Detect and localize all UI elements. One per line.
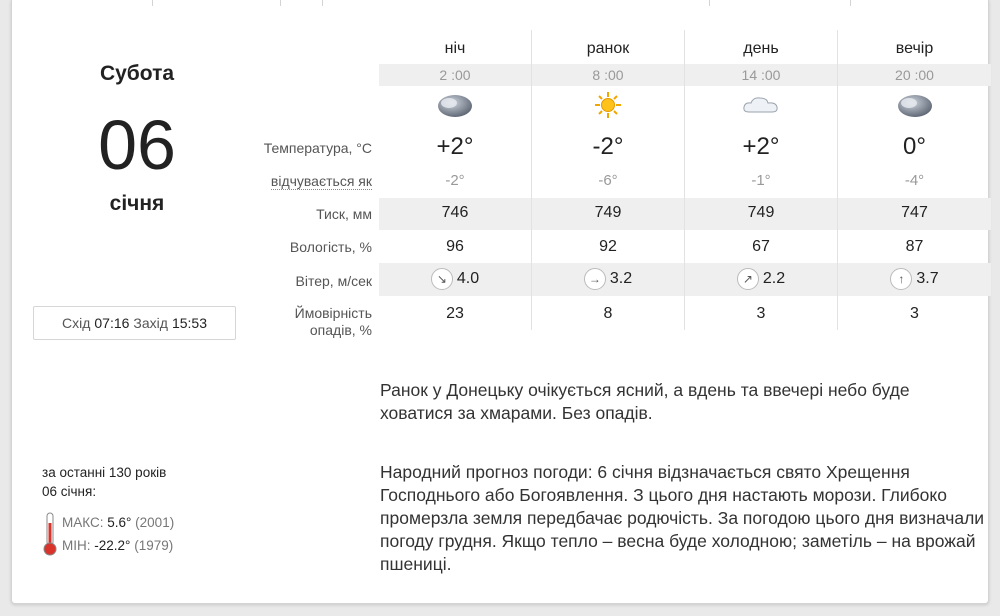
record-min-label: МІН: (62, 538, 91, 553)
precip-value: 3 (910, 305, 919, 322)
period-column (685, 30, 838, 330)
pressure-label: Тиск, мм (316, 206, 372, 222)
wind-cell (685, 268, 837, 290)
wind-direction-icon: → (584, 268, 606, 290)
period-name: вечір (895, 40, 934, 57)
period-name: день (743, 40, 779, 57)
folk-forecast (380, 461, 985, 576)
humidity-value: 96 (446, 238, 464, 255)
period-time: 2 :00 (439, 67, 471, 83)
temperature-label: Температура, °C (263, 140, 372, 156)
record-max-label: МАКС: (62, 515, 104, 530)
record-min (62, 534, 174, 557)
humidity-value: 87 (905, 238, 924, 255)
wind-speed: 2.2 (762, 270, 786, 287)
feels-like-value: -1° (751, 172, 771, 189)
forecast-grid (379, 30, 991, 330)
wind-direction-icon: ↗ (737, 268, 759, 290)
sunrise-time: 07:16 (94, 315, 130, 331)
cloud-icon (685, 90, 837, 120)
wind-label: Вітер, м/сек (295, 273, 372, 289)
pressure-value: 749 (747, 204, 775, 221)
pressure-value: 746 (441, 204, 469, 221)
wind-speed: 3.7 (916, 270, 939, 287)
sunrise-label: Схід (61, 315, 91, 331)
sunset-time: 15:53 (171, 315, 207, 331)
record-min-value: -22.2° (94, 538, 131, 553)
wind-direction-icon: ↘ (431, 268, 453, 290)
day-name: Субота (99, 62, 175, 85)
precip-value: 23 (446, 305, 464, 322)
temperature-value: +2° (436, 133, 474, 160)
cloudy-night-icon (379, 90, 531, 120)
humidity-label: Вологість, % (289, 239, 372, 255)
period-time: 14 :00 (741, 67, 781, 83)
folk-forecast-title: Народний прогноз погоди (380, 462, 588, 482)
tab-divider (280, 0, 281, 6)
precip-value: 3 (756, 305, 766, 322)
wind-speed: 3.2 (609, 270, 633, 287)
period-column (532, 30, 685, 330)
tab-divider (850, 0, 851, 6)
tab-divider (322, 0, 323, 6)
period-name: ранок (586, 40, 630, 57)
record-max-value: 5.6° (107, 515, 132, 530)
record-max (62, 511, 174, 534)
feels-like-label[interactable]: відчувається як (270, 173, 372, 189)
humidity-value: 92 (599, 238, 617, 255)
historical-records (42, 463, 174, 557)
period-time: 8 :00 (592, 67, 624, 83)
wind-cell (379, 268, 531, 290)
record-min-year: (1979) (134, 538, 174, 553)
sun-icon (532, 90, 684, 120)
humidity-value: 67 (752, 238, 770, 255)
forecast-description: Ранок у Донецьку очікується ясний, а вдень та ввечері небо буде ховатися за хмарами. Без опадів. (380, 380, 910, 423)
pressure-value: 749 (594, 204, 622, 221)
temperature-value: 0° (903, 133, 926, 160)
month-name: січня (109, 192, 165, 215)
feels-like-value: -6° (598, 172, 618, 189)
wind-cell (838, 268, 991, 290)
cloudy-night-icon (838, 90, 991, 120)
period-name: ніч (444, 40, 466, 57)
folk-forecast-text: : 6 січня відзначається свято Хрещення Господнього або Богоявлення. З цього дня настають морози. Глибоко промерзла земля передбачає родючість. За погодою цього дня визначали погоду грудня. Якщо тепло – весна буде холодною; заметіль – на врожай пшениці. (380, 462, 985, 574)
history-caption: за останні 130 років (42, 465, 167, 480)
period-column (838, 30, 991, 330)
wind-speed: 4.0 (456, 270, 480, 287)
history-date: 06 січня: (42, 484, 97, 499)
forecast-panel (11, 0, 989, 604)
thermometer-icon (42, 511, 58, 557)
period-column (379, 30, 532, 330)
record-max-year: (2001) (135, 515, 175, 530)
precip-label: Ймовірність опадів, % (294, 305, 372, 338)
tab-divider (152, 0, 153, 6)
feels-like-value: -2° (445, 172, 465, 189)
tab-divider (709, 0, 710, 6)
wind-cell (532, 268, 684, 290)
period-time: 20 :00 (895, 67, 934, 83)
sunrise-sunset (33, 306, 236, 340)
day-number: 06 (98, 106, 176, 184)
wind-direction-icon: ↑ (890, 268, 912, 290)
pressure-value: 747 (901, 204, 928, 221)
feels-like-value: -4° (904, 172, 925, 189)
date-block (32, 60, 242, 216)
precip-value: 8 (603, 305, 613, 322)
sunset-label: Захід (133, 315, 168, 331)
temperature-value: -2° (592, 133, 624, 160)
temperature-value: +2° (742, 133, 780, 160)
